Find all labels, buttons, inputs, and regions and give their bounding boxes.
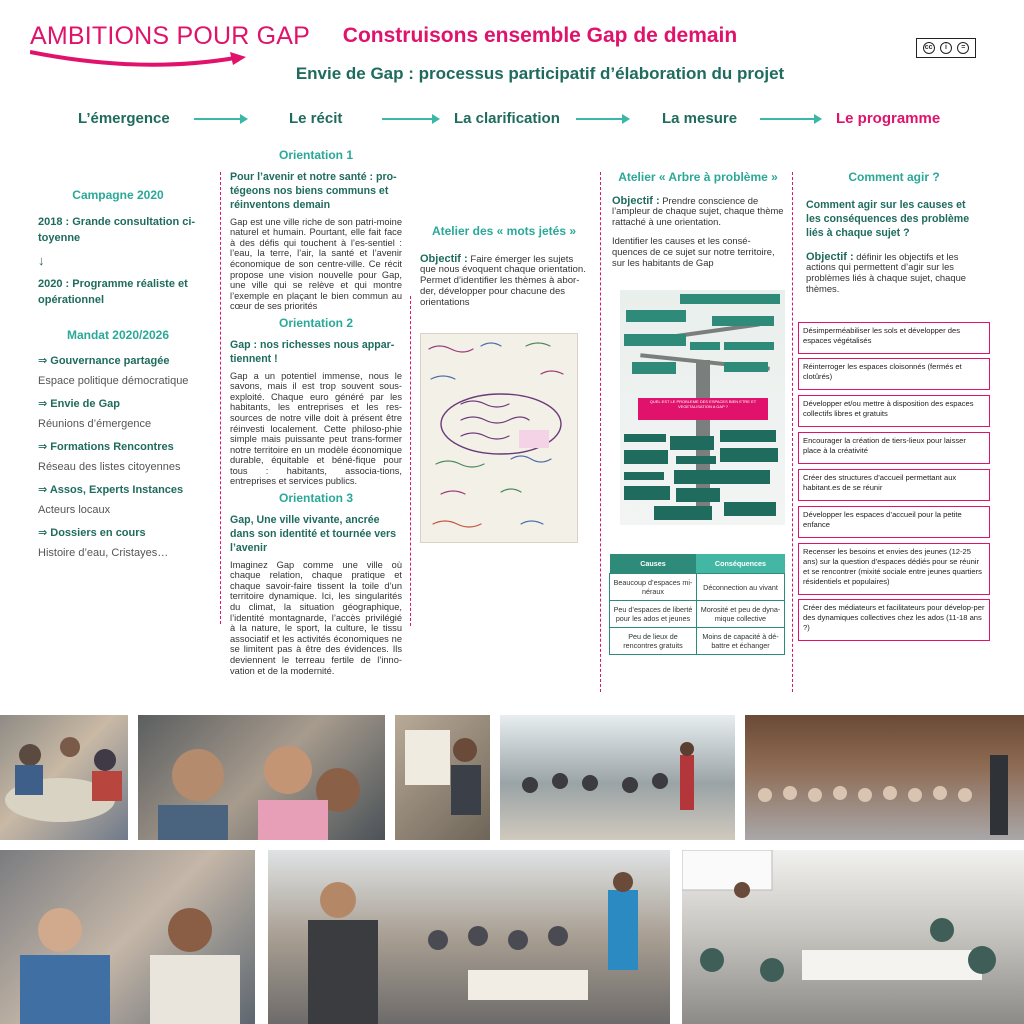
page-title: Construisons ensemble Gap de demain <box>342 24 738 47</box>
workshop-photo <box>0 850 255 1024</box>
orientation-3-body: Imaginez Gap comme une ville où chaque relation, chaque pratique et chaque savoir-faire tissent la toile d’un territoire dynamique. Ici, les singularités du climat, la situation géographique, l’identité montagnarde, l’accès privilégié à la nature, le sport, la culture, le tissu associatif et les activités économiques ne se limitent pas à être des évidences. Ils deviennent le terreau fertile de l’inno-vation et de la modernité. <box>230 559 402 676</box>
mandat-item: ⇒ Envie de Gap <box>38 398 120 411</box>
mandat-item: ⇒ Formations Rencontres <box>38 441 174 454</box>
mandat-item-sub: Histoire d’eau, Cristayes… <box>38 547 169 560</box>
column-mesure <box>612 172 784 268</box>
action-item: Développer et/ou mettre à disposition des espaces collectifs libres et gratuits <box>798 395 990 427</box>
divider <box>792 172 793 692</box>
mandat-item: ⇒ Dossiers en cours <box>38 527 146 540</box>
page-subtitle: Envie de Gap : processus participatif d’élaboration du projet <box>295 64 785 83</box>
objective-label: Objectif : <box>612 194 660 207</box>
table-cell: Beaucoup d’espaces mi-néraux <box>610 574 697 601</box>
divider <box>410 296 411 626</box>
table-row <box>610 574 785 601</box>
table-row <box>610 628 785 655</box>
objective-label: Objectif : <box>806 250 854 263</box>
orientation-3-title: Orientation 3 <box>278 491 353 506</box>
table-cell: Morosité et peu de dyna-mique collective <box>696 601 784 628</box>
workshop-photo <box>682 850 1024 1024</box>
mandat-item-sub: Réunions d’émergence <box>38 418 152 431</box>
table-header: Causes <box>610 554 697 574</box>
column-programme <box>806 172 982 295</box>
photo-mots-jetes <box>420 333 578 543</box>
arrow-right-icon <box>194 118 246 120</box>
mandat-item-sub: Acteurs locaux <box>38 504 111 517</box>
action-item: Désimperméabiliser les sols et développer des espaces végétalisés <box>798 322 990 354</box>
step-mesure: La mesure <box>662 110 738 127</box>
action-item: Recenser les besoins et envies des jeunes (12-25 ans) sur la question d’espaces dédiés pour se réunir et se rencontrer (mixité sociale entre jeunes quartiers résidentiels et populaires) <box>798 543 990 595</box>
atelier-mots-title: Atelier des « mots jetés » <box>431 224 577 238</box>
step-programme: Le programme <box>836 110 941 127</box>
campagne-line-2: 2020 : Programme réaliste et opérationnel <box>38 277 188 306</box>
mandat-item: ⇒ Gouvernance partagée <box>38 355 170 368</box>
tree-question: QUEL EST LE PROBLEME DES ESPACES BIEN ETRE ET VEGETALISATION A GAP ? <box>638 398 768 420</box>
column-clarification <box>420 226 588 309</box>
action-item: Encourager la création de tiers-lieux pour laisser place à la créativité <box>798 432 990 464</box>
arrow-right-icon <box>382 118 438 120</box>
causes-consequences-table <box>609 554 785 655</box>
orientation-2-body: Gap a un potentiel immense, nous le savons, mais il est trop souvent sous-exploité. Chaque euro généré par les habitants, les entreprises et les res-sources de notre ville doit à présent être réinvesti localement. Cette philoso-phie simple mais puissante peut trans-former notre territoire en un modèle économique durable, équitable et béné-fique pour tous : habitants, associa-tions, entreprises et services publics. <box>230 370 402 487</box>
workshop-photo <box>745 715 1024 840</box>
workshop-photo <box>395 715 490 840</box>
mandat-item: ⇒ Assos, Experts Instances <box>38 484 184 497</box>
campagne-title: Campagne 2020 <box>72 188 164 202</box>
objective-text: Faire émerger les sujets que nous évoquent chaque orientation. Permet d’identifier les thèmes à abor-der, développer pour chacune des orientations <box>420 253 586 308</box>
workshop-photo <box>138 715 385 840</box>
mandat-item-sub: Espace politique démocratique <box>38 375 189 388</box>
action-item: Développer les espaces d’accueil pour la petite enfance <box>798 506 990 538</box>
handwritten-board-image <box>421 334 578 543</box>
table-row <box>610 601 785 628</box>
action-item: Créer des structures d’accueil permettant aux habitant.es de se réunir <box>798 469 990 501</box>
campagne-line-1: 2018 : Grande consultation ci-toyenne <box>38 215 196 244</box>
orientation-1-title: Orientation 1 <box>278 148 353 162</box>
arrow-down-icon: ↓ <box>38 252 45 268</box>
table-cell: Peu de lieux de rencontres gratuits <box>610 628 697 655</box>
step-recit: Le récit <box>289 110 343 127</box>
creative-commons-by-nd-icon: cc i = <box>916 38 976 58</box>
problem-tree-diagram <box>620 290 785 525</box>
logo-text: AMBITIONS POUR GAP <box>30 22 311 50</box>
arbre-description: Identifier les causes et les consé-quences de ce sujet sur notre territoire, sur les habitants de Gap <box>612 234 775 268</box>
objective-label: Objectif : <box>420 252 468 265</box>
arrow-right-icon <box>760 118 820 120</box>
column-recit <box>230 144 402 680</box>
action-item: Créer des médiateurs et facilitateurs pour dévelop-per des dynamiques collectives chez les ados (11-18 ans ?) <box>798 599 990 641</box>
table-cell: Peu d’espaces de liberté pour les ados et jeunes <box>610 601 697 628</box>
objective-text: définir les objectifs et les actions qui permettent d’agir sur les problèmes liés à chaque sujet, chaque thèmes. <box>806 250 966 294</box>
objective-text: Prendre conscience de l’ampleur de chaque sujet, chaque thème rattaché à une orientation. <box>612 194 784 228</box>
comment-agir-question: Comment agir sur les causes et les conséquences des problème liés à chaque sujet ? <box>806 198 970 239</box>
action-item: Réinterroger les espaces cloisonnés (fermés et clotûrés) <box>798 358 990 390</box>
atelier-arbre-title: Atelier « Arbre à problème » <box>618 170 778 184</box>
workshop-photo <box>0 715 128 840</box>
table-cell: Moins de capacité à dé-battre et échanger <box>696 628 784 655</box>
workshop-photo <box>268 850 670 1024</box>
comment-agir-title: Comment agir ? <box>848 170 940 184</box>
step-emergence: L’émergence <box>78 110 170 127</box>
table-cell: Déconnection au vivant <box>696 574 784 601</box>
arrow-right-icon <box>576 118 628 120</box>
workshop-photo <box>500 715 735 840</box>
orientation-3-heading: Gap, Une ville vivante, ancrée dans son identité et tournée vers l’avenir <box>230 513 397 554</box>
orientation-1-body: Gap est une ville riche de son patri-moine naturel et humain. Pourtant, elle fait face à des défis qui touchent à l’es-sentiel : l’eau, la terre, l’air, la santé et l’avenir économique de son centre-ville. Ce récit propose une vision nouvelle pour Gap, une ville qui se relève et qui montre l’exemple en plaçant le bien commun au cœur de ses priorités <box>230 216 402 312</box>
divider <box>220 172 221 624</box>
logo-swoosh-icon <box>30 48 250 70</box>
step-clarification: La clarification <box>454 110 560 127</box>
orientation-1-heading: Pour l’avenir et notre santé : pro-tégeons nos biens communs et réinventons demain <box>230 170 397 211</box>
orientation-2-title: Orientation 2 <box>278 315 353 330</box>
orientation-2-heading: Gap : nos richesses nous appar-tiennent ! <box>230 338 395 365</box>
column-emergence <box>38 190 198 568</box>
divider <box>600 172 601 692</box>
table-header: Conséquences <box>696 554 784 574</box>
mandat-item-sub: Réseau des listes citoyennes <box>38 461 181 474</box>
mandat-title: Mandat 2020/2026 <box>66 327 170 342</box>
